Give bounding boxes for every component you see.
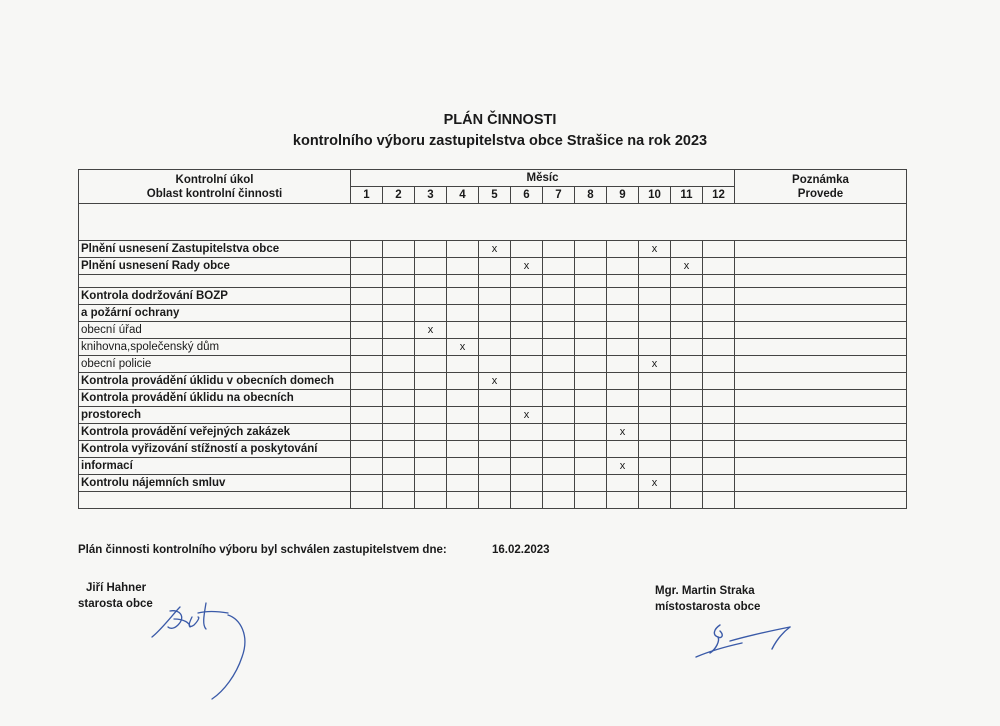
month-cell-4 xyxy=(447,492,479,509)
month-cell-4 xyxy=(447,356,479,373)
table-row xyxy=(79,305,907,322)
task-label-cell: a požární ochrany xyxy=(79,305,351,322)
month-cell-7 xyxy=(543,275,575,288)
month-cell-3 xyxy=(415,492,447,509)
month-cell-8 xyxy=(575,356,607,373)
month-cell-1 xyxy=(351,390,383,407)
table-row xyxy=(79,241,907,258)
month-cell-6 xyxy=(511,275,543,288)
month-cell-3 xyxy=(415,356,447,373)
task-label-cell: Kontrola dodržování BOZP xyxy=(79,288,351,305)
task-label-cell: Plnění usnesení Rady obce xyxy=(79,258,351,275)
month-cell-10 xyxy=(639,492,671,509)
month-header-7: 7 xyxy=(543,187,575,204)
month-cell-6 xyxy=(511,356,543,373)
month-cell-3 xyxy=(415,275,447,288)
month-header-1: 1 xyxy=(351,187,383,204)
deputy-mayor-signature-icon xyxy=(690,615,800,670)
table-row xyxy=(79,356,907,373)
month-cell-5 xyxy=(479,322,511,339)
month-mark-10: x xyxy=(639,241,671,258)
month-cell-8 xyxy=(575,288,607,305)
note-cell xyxy=(735,288,907,305)
month-cell-1 xyxy=(351,492,383,509)
month-header-6: 6 xyxy=(511,187,543,204)
month-cell-1 xyxy=(351,275,383,288)
month-cell-5 xyxy=(479,441,511,458)
task-label-cell: Plnění usnesení Zastupitelstva obce xyxy=(79,241,351,258)
month-cell-7 xyxy=(543,390,575,407)
month-cell-8 xyxy=(575,458,607,475)
task-label-cell: Kontrola provádění veřejných zakázek xyxy=(79,424,351,441)
month-cell-1 xyxy=(351,424,383,441)
month-cell-5 xyxy=(479,288,511,305)
month-cell-10 xyxy=(639,458,671,475)
month-cell-10 xyxy=(639,441,671,458)
month-cell-3 xyxy=(415,424,447,441)
month-cell-5 xyxy=(479,458,511,475)
header-note-line-1: Poznámka xyxy=(792,173,849,186)
month-cell-9 xyxy=(607,275,639,288)
month-cell-4 xyxy=(447,458,479,475)
month-cell-4 xyxy=(447,288,479,305)
signature-block-deputy-mayor xyxy=(655,583,760,615)
month-cell-4 xyxy=(447,441,479,458)
month-cell-8 xyxy=(575,305,607,322)
month-cell-12 xyxy=(703,458,735,475)
month-cell-1 xyxy=(351,288,383,305)
month-cell-8 xyxy=(575,275,607,288)
month-cell-3 xyxy=(415,305,447,322)
month-cell-2 xyxy=(383,305,415,322)
table-row xyxy=(79,441,907,458)
task-label-cell: informací xyxy=(79,458,351,475)
month-cell-5 xyxy=(479,424,511,441)
month-cell-9 xyxy=(607,390,639,407)
month-cell-10 xyxy=(639,305,671,322)
month-cell-12 xyxy=(703,241,735,258)
note-cell xyxy=(735,241,907,258)
month-cell-7 xyxy=(543,305,575,322)
title-line-1: PLÁN ČINNOSTI xyxy=(443,112,557,128)
month-cell-7 xyxy=(543,373,575,390)
month-cell-7 xyxy=(543,356,575,373)
month-cell-5 xyxy=(479,339,511,356)
month-cell-8 xyxy=(575,390,607,407)
month-cell-12 xyxy=(703,441,735,458)
header-month: Měsíc xyxy=(351,170,735,187)
month-cell-2 xyxy=(383,407,415,424)
deputy-mayor-role: místostarosta obce xyxy=(655,601,761,613)
month-cell-12 xyxy=(703,275,735,288)
month-cell-9 xyxy=(607,475,639,492)
month-cell-3 xyxy=(415,458,447,475)
month-cell-9 xyxy=(607,322,639,339)
month-cell-10 xyxy=(639,322,671,339)
month-cell-2 xyxy=(383,275,415,288)
header-note-line-2: Provede xyxy=(797,187,844,200)
table-row xyxy=(79,424,907,441)
month-cell-9 xyxy=(607,241,639,258)
month-cell-1 xyxy=(351,458,383,475)
month-cell-11 xyxy=(671,492,703,509)
note-cell xyxy=(735,424,907,441)
task-label-cell: Kontrolu nájemních smluv xyxy=(79,475,351,492)
month-cell-2 xyxy=(383,356,415,373)
note-cell xyxy=(735,373,907,390)
month-cell-6 xyxy=(511,305,543,322)
month-cell-3 xyxy=(415,441,447,458)
month-cell-9 xyxy=(607,305,639,322)
month-cell-12 xyxy=(703,339,735,356)
month-cell-4 xyxy=(447,390,479,407)
month-cell-4 xyxy=(447,322,479,339)
month-cell-8 xyxy=(575,475,607,492)
month-cell-11 xyxy=(671,305,703,322)
month-cell-12 xyxy=(703,322,735,339)
month-cell-5 xyxy=(479,356,511,373)
table-row xyxy=(79,322,907,339)
table-row xyxy=(79,373,907,390)
month-cell-3 xyxy=(415,241,447,258)
month-cell-6 xyxy=(511,441,543,458)
month-cell-12 xyxy=(703,305,735,322)
month-header-8: 8 xyxy=(575,187,607,204)
month-cell-2 xyxy=(383,339,415,356)
month-cell-6 xyxy=(511,373,543,390)
month-cell-11 xyxy=(671,373,703,390)
month-cell-8 xyxy=(575,322,607,339)
month-cell-8 xyxy=(575,373,607,390)
month-cell-11 xyxy=(671,390,703,407)
month-cell-12 xyxy=(703,258,735,275)
month-cell-2 xyxy=(383,322,415,339)
month-cell-2 xyxy=(383,441,415,458)
month-cell-10 xyxy=(639,407,671,424)
month-cell-2 xyxy=(383,258,415,275)
month-mark-5: x xyxy=(479,241,511,258)
month-mark-10: x xyxy=(639,475,671,492)
month-cell-4 xyxy=(447,407,479,424)
month-cell-3 xyxy=(415,339,447,356)
month-cell-3 xyxy=(415,373,447,390)
month-cell-1 xyxy=(351,475,383,492)
month-cell-6 xyxy=(511,475,543,492)
mayor-name: Jiří Hahner xyxy=(86,582,147,594)
month-header-9: 9 xyxy=(607,187,639,204)
month-header-11: 11 xyxy=(671,187,703,204)
month-mark-11: x xyxy=(671,258,703,275)
table-row xyxy=(79,339,907,356)
month-cell-8 xyxy=(575,407,607,424)
task-label-cell: obecní úřad xyxy=(79,322,351,339)
month-cell-1 xyxy=(351,356,383,373)
month-cell-7 xyxy=(543,258,575,275)
note-cell xyxy=(735,390,907,407)
month-cell-8 xyxy=(575,424,607,441)
note-cell xyxy=(735,339,907,356)
month-cell-2 xyxy=(383,241,415,258)
month-header-3: 3 xyxy=(415,187,447,204)
month-cell-12 xyxy=(703,356,735,373)
month-cell-12 xyxy=(703,492,735,509)
task-label-cell: knihovna,společenský dům xyxy=(79,339,351,356)
note-cell xyxy=(735,305,907,322)
month-cell-3 xyxy=(415,288,447,305)
month-cell-2 xyxy=(383,288,415,305)
task-label-cell xyxy=(79,275,351,288)
table-row xyxy=(79,390,907,407)
header-task xyxy=(79,170,351,204)
month-cell-1 xyxy=(351,441,383,458)
task-label-cell: Kontrola provádění úklidu v obecních domech xyxy=(79,373,351,390)
note-cell xyxy=(735,258,907,275)
note-cell xyxy=(735,475,907,492)
month-cell-5 xyxy=(479,275,511,288)
month-cell-3 xyxy=(415,258,447,275)
month-cell-7 xyxy=(543,322,575,339)
task-label-cell: Kontrola provádění úklidu na obecních xyxy=(79,390,351,407)
table-row xyxy=(79,458,907,475)
note-cell xyxy=(735,492,907,509)
month-cell-7 xyxy=(543,492,575,509)
month-cell-5 xyxy=(479,492,511,509)
month-mark-10: x xyxy=(639,356,671,373)
task-label-cell: Kontrola vyřizování stížností a poskytování xyxy=(79,441,351,458)
month-cell-6 xyxy=(511,492,543,509)
month-cell-1 xyxy=(351,322,383,339)
month-cell-4 xyxy=(447,241,479,258)
month-cell-10 xyxy=(639,275,671,288)
month-cell-7 xyxy=(543,424,575,441)
month-cell-2 xyxy=(383,458,415,475)
month-cell-5 xyxy=(479,475,511,492)
month-cell-8 xyxy=(575,339,607,356)
month-cell-2 xyxy=(383,390,415,407)
month-cell-9 xyxy=(607,492,639,509)
month-cell-12 xyxy=(703,288,735,305)
note-cell xyxy=(735,275,907,288)
month-cell-5 xyxy=(479,390,511,407)
month-cell-12 xyxy=(703,373,735,390)
title-line-2: kontrolního výboru zastupitelstva obce Strašice na rok 2023 xyxy=(292,133,708,150)
table-row xyxy=(79,475,907,492)
month-cell-7 xyxy=(543,441,575,458)
month-cell-2 xyxy=(383,424,415,441)
month-mark-5: x xyxy=(479,373,511,390)
table-row xyxy=(79,258,907,275)
month-cell-8 xyxy=(575,241,607,258)
month-cell-9 xyxy=(607,373,639,390)
document-title xyxy=(0,110,1000,152)
month-cell-7 xyxy=(543,339,575,356)
month-header-5: 5 xyxy=(479,187,511,204)
month-cell-1 xyxy=(351,305,383,322)
month-cell-12 xyxy=(703,390,735,407)
month-cell-4 xyxy=(447,275,479,288)
month-mark-6: x xyxy=(511,407,543,424)
month-cell-2 xyxy=(383,492,415,509)
table-body xyxy=(79,204,907,509)
month-cell-11 xyxy=(671,241,703,258)
note-cell xyxy=(735,458,907,475)
spacer-cell xyxy=(79,204,907,241)
month-cell-2 xyxy=(383,373,415,390)
note-cell xyxy=(735,356,907,373)
month-header-10: 10 xyxy=(639,187,671,204)
month-cell-6 xyxy=(511,424,543,441)
month-cell-11 xyxy=(671,424,703,441)
month-cell-4 xyxy=(447,373,479,390)
month-cell-12 xyxy=(703,424,735,441)
month-cell-11 xyxy=(671,458,703,475)
month-cell-10 xyxy=(639,339,671,356)
month-cell-1 xyxy=(351,241,383,258)
month-cell-12 xyxy=(703,475,735,492)
mayor-role: starosta obce xyxy=(78,598,153,610)
month-cell-10 xyxy=(639,258,671,275)
month-cell-9 xyxy=(607,407,639,424)
month-cell-7 xyxy=(543,475,575,492)
month-cell-4 xyxy=(447,475,479,492)
month-cell-3 xyxy=(415,475,447,492)
month-mark-9: x xyxy=(607,424,639,441)
month-cell-8 xyxy=(575,258,607,275)
month-cell-11 xyxy=(671,288,703,305)
month-cell-11 xyxy=(671,475,703,492)
blank-spacer-row xyxy=(79,204,907,241)
month-mark-9: x xyxy=(607,458,639,475)
note-cell xyxy=(735,441,907,458)
activity-plan-table xyxy=(78,169,907,509)
month-cell-1 xyxy=(351,407,383,424)
approval-statement: Plán činnosti kontrolního výboru byl schválen zastupitelstvem dne: xyxy=(78,544,447,556)
month-cell-1 xyxy=(351,339,383,356)
month-cell-11 xyxy=(671,275,703,288)
month-cell-6 xyxy=(511,241,543,258)
month-cell-10 xyxy=(639,424,671,441)
month-cell-9 xyxy=(607,441,639,458)
month-cell-2 xyxy=(383,475,415,492)
month-cell-1 xyxy=(351,373,383,390)
month-cell-11 xyxy=(671,339,703,356)
month-cell-9 xyxy=(607,288,639,305)
month-cell-4 xyxy=(447,424,479,441)
month-cell-9 xyxy=(607,339,639,356)
month-cell-11 xyxy=(671,356,703,373)
month-cell-9 xyxy=(607,258,639,275)
month-cell-7 xyxy=(543,407,575,424)
header-note xyxy=(735,170,907,204)
header-task-line-1: Kontrolní úkol xyxy=(175,173,254,186)
month-cell-11 xyxy=(671,407,703,424)
mayor-signature-icon xyxy=(140,595,270,705)
month-cell-10 xyxy=(639,288,671,305)
month-cell-3 xyxy=(415,390,447,407)
month-cell-6 xyxy=(511,390,543,407)
month-cell-5 xyxy=(479,258,511,275)
task-label-cell: obecní policie xyxy=(79,356,351,373)
month-cell-4 xyxy=(447,305,479,322)
note-cell xyxy=(735,322,907,339)
month-cell-7 xyxy=(543,458,575,475)
month-cell-8 xyxy=(575,492,607,509)
table-row xyxy=(79,407,907,424)
month-cell-8 xyxy=(575,441,607,458)
month-cell-10 xyxy=(639,373,671,390)
month-cell-7 xyxy=(543,241,575,258)
month-mark-4: x xyxy=(447,339,479,356)
table-row xyxy=(79,275,907,288)
month-cell-11 xyxy=(671,441,703,458)
month-cell-7 xyxy=(543,288,575,305)
deputy-mayor-name: Mgr. Martin Straka xyxy=(655,585,755,597)
month-cell-6 xyxy=(511,458,543,475)
month-cell-5 xyxy=(479,407,511,424)
month-cell-9 xyxy=(607,356,639,373)
month-header-4: 4 xyxy=(447,187,479,204)
task-label-cell: prostorech xyxy=(79,407,351,424)
month-cell-6 xyxy=(511,339,543,356)
task-label-cell xyxy=(79,492,351,509)
header-task-line-2: Oblast kontrolní činnosti xyxy=(146,187,283,200)
month-header-12: 12 xyxy=(703,187,735,204)
approval-date: 16.02.2023 xyxy=(492,544,550,556)
month-cell-10 xyxy=(639,390,671,407)
month-cell-6 xyxy=(511,288,543,305)
month-header-2: 2 xyxy=(383,187,415,204)
month-mark-6: x xyxy=(511,258,543,275)
month-cell-5 xyxy=(479,305,511,322)
month-cell-11 xyxy=(671,322,703,339)
month-mark-3: x xyxy=(415,322,447,339)
month-cell-3 xyxy=(415,407,447,424)
month-cell-12 xyxy=(703,407,735,424)
table-row xyxy=(79,492,907,509)
table-row xyxy=(79,288,907,305)
month-cell-4 xyxy=(447,258,479,275)
note-cell xyxy=(735,407,907,424)
month-cell-6 xyxy=(511,322,543,339)
month-cell-1 xyxy=(351,258,383,275)
